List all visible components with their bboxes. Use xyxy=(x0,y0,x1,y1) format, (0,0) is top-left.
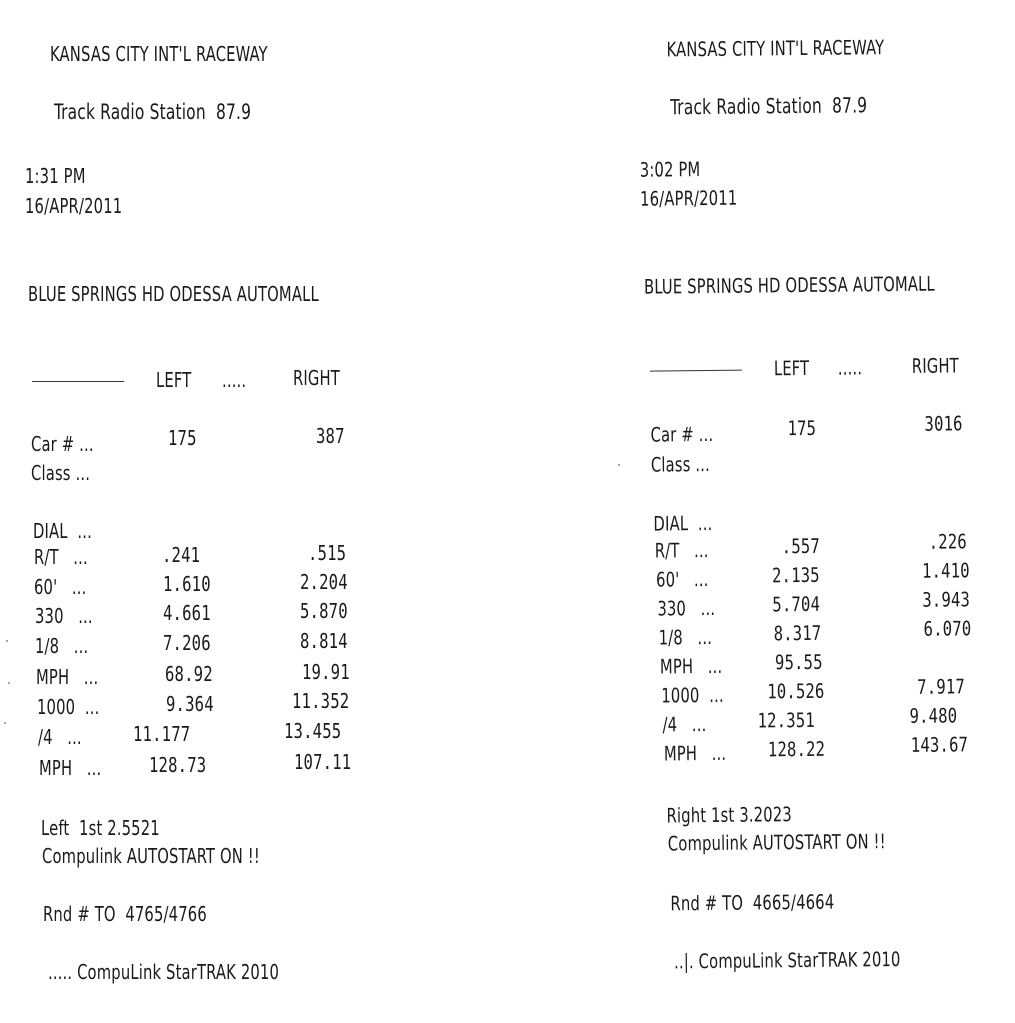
right-value: 107.11 xyxy=(294,750,352,774)
car-label: Car # ... xyxy=(650,421,714,447)
lane-right-header: RIGHT xyxy=(911,353,959,378)
time: 1:31 PM xyxy=(25,164,86,188)
timeslip-left xyxy=(0,0,420,1023)
dial-label: DIAL ... xyxy=(33,519,92,543)
header-dots: ..... xyxy=(222,368,247,392)
date: 16/APR/2011 xyxy=(639,185,738,211)
footer-line: ..|. CompuLink StarTRAK 2010 xyxy=(673,947,901,974)
left-value: 12.351 xyxy=(757,707,815,733)
row-label: /4 ... xyxy=(38,725,82,749)
row-label: MPH ... xyxy=(663,740,727,766)
left-value: 128.22 xyxy=(767,736,826,762)
row-label: 1/8 ... xyxy=(658,624,713,650)
row-label: 1000 ... xyxy=(661,682,724,708)
date: 16/APR/2011 xyxy=(25,194,123,218)
car-left: 175 xyxy=(168,426,197,450)
left-value: 128.73 xyxy=(149,753,207,777)
dial-label: DIAL ... xyxy=(653,510,713,536)
left-value: 1.610 xyxy=(163,572,211,596)
left-value: 2.135 xyxy=(771,562,820,588)
row-label: 60' ... xyxy=(34,575,87,599)
footer-line: ..... CompuLink StarTRAK 2010 xyxy=(48,960,280,984)
right-value: 11.352 xyxy=(292,689,350,713)
left-value: 5.704 xyxy=(772,591,821,617)
class-label: Class ... xyxy=(31,461,91,485)
scan-speck xyxy=(8,682,10,684)
left-value: 8.317 xyxy=(773,620,822,646)
row-label: 330 ... xyxy=(657,595,716,621)
left-value: 10.526 xyxy=(767,678,825,704)
right-value: .226 xyxy=(928,529,968,554)
winner-line: Left 1st 2.5521 xyxy=(41,816,160,840)
header-rule xyxy=(650,370,742,372)
row-label: 60' ... xyxy=(655,567,709,592)
row-label: 330 ... xyxy=(35,604,93,628)
row-label: /4 ... xyxy=(662,712,707,737)
radio-station: Track Radio Station 87.9 xyxy=(670,93,868,120)
row-label: 1000 ... xyxy=(37,695,100,719)
left-value: 11.177 xyxy=(133,722,191,746)
right-value: 1.410 xyxy=(921,558,970,583)
left-value: .241 xyxy=(162,543,201,567)
right-value: 8.814 xyxy=(300,629,348,653)
scan-speck xyxy=(4,722,6,724)
radio-station: Track Radio Station 87.9 xyxy=(54,100,252,124)
car-right: 387 xyxy=(316,424,345,448)
right-value: 5.870 xyxy=(300,599,348,623)
left-value: 4.661 xyxy=(163,601,211,625)
left-value: .557 xyxy=(781,533,821,559)
autostart-line: Compulink AUTOSTART ON !! xyxy=(667,829,886,856)
track-name: KANSAS CITY INT'L RACEWAY xyxy=(666,35,885,62)
lane-left-header: LEFT xyxy=(773,355,810,381)
right-value: 9.480 xyxy=(909,703,958,728)
car-label: Car # ... xyxy=(31,432,94,456)
time: 3:02 PM xyxy=(639,157,701,182)
header-rule xyxy=(32,381,124,382)
right-value: 7.917 xyxy=(917,674,966,699)
car-right: 3016 xyxy=(924,411,963,436)
round-line: Rnd # TO 4665/4664 xyxy=(670,889,835,916)
car-left: 175 xyxy=(787,415,817,441)
row-label: R/T ... xyxy=(34,545,88,569)
right-value: 6.070 xyxy=(923,616,972,641)
row-label: MPH ... xyxy=(39,756,102,780)
round-line: Rnd # TO 4765/4766 xyxy=(43,902,207,926)
right-value: 19.91 xyxy=(302,660,350,684)
left-value: 7.206 xyxy=(163,631,211,655)
timeslip-right xyxy=(610,0,1015,1023)
lane-left-header: LEFT xyxy=(156,368,192,392)
row-label: R/T ... xyxy=(654,537,709,563)
right-value: 2.204 xyxy=(300,570,348,594)
left-value: 68.92 xyxy=(165,662,213,686)
class-label: Class ... xyxy=(650,451,711,477)
left-value: 9.364 xyxy=(166,692,214,716)
autostart-line: Compulink AUTOSTART ON !! xyxy=(42,844,260,868)
right-value: 3.943 xyxy=(922,587,971,612)
right-value: 13.455 xyxy=(284,719,342,743)
right-value: 143.67 xyxy=(910,732,969,757)
winner-line: Right 1st 3.2023 xyxy=(666,802,792,828)
right-value: .515 xyxy=(308,541,347,565)
left-value: 95.55 xyxy=(774,649,823,675)
scan-speck xyxy=(618,464,620,466)
lane-right-header: RIGHT xyxy=(293,366,340,390)
header-dots: ..... xyxy=(837,355,863,380)
row-label: MPH ... xyxy=(36,665,99,689)
track-name: KANSAS CITY INT'L RACEWAY xyxy=(50,42,268,66)
sponsor: BLUE SPRINGS HD ODESSA AUTOMALL xyxy=(643,271,935,299)
sponsor: BLUE SPRINGS HD ODESSA AUTOMALL xyxy=(28,282,319,306)
row-label: 1/8 ... xyxy=(35,634,89,658)
scan-speck xyxy=(6,640,8,642)
row-label: MPH ... xyxy=(659,653,723,679)
